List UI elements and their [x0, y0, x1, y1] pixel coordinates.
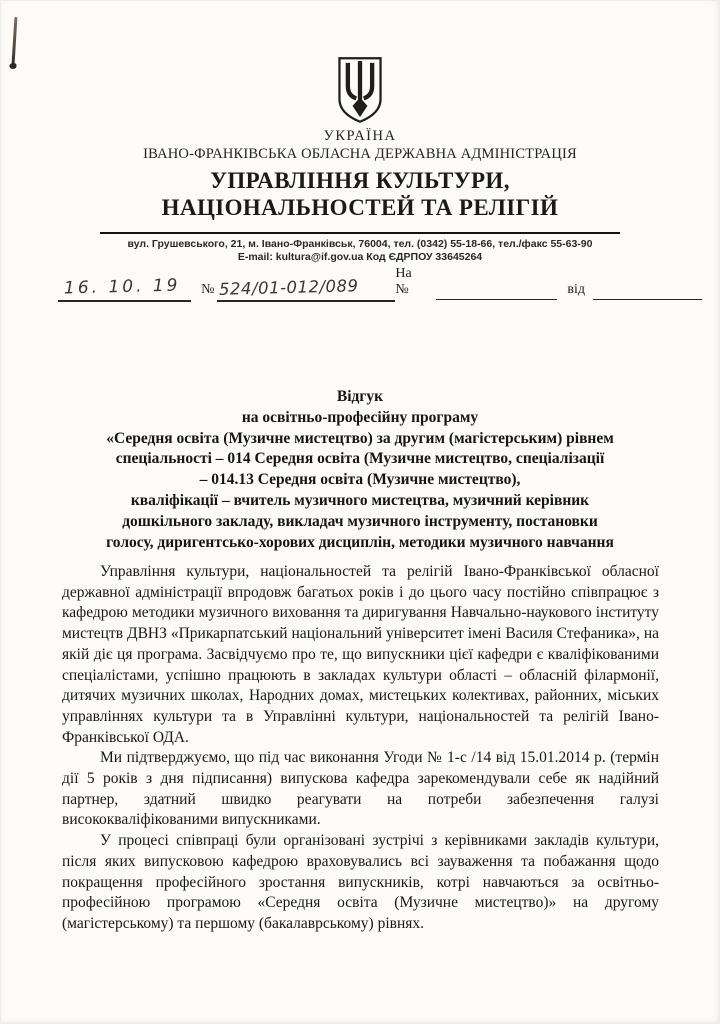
title-line: – 014.13 Середня освіта (Музичне мистецтво), [199, 471, 521, 489]
body-paragraph: Ми підтверджуємо, що під час виконання Угоди № 1-с /14 від 15.01.2014 р. (термін дії 5 років з дня підписання) випускова кафедра зарекомендували себе як надійний партнер, здатний швидко реагувати на потреби забезпечення галузі висококваліфікованими випускниками. [62, 749, 659, 829]
title-line: голосу, диригентсько-хорових дисциплін, методики музичного навчання [106, 533, 614, 551]
handwritten-date: 16. 10. 19 [63, 275, 181, 299]
incoming-number-label: На № [395, 266, 412, 297]
document-body [62, 562, 659, 935]
country-name: УКРАЇНА [323, 128, 397, 144]
date-field [58, 277, 191, 302]
title-line: на освітньо-професійну програму [241, 408, 479, 426]
contact-line: E-mail: kultura@if.gov.ua Код ЄДРПОУ 33645264 [237, 251, 483, 263]
reference-row [58, 266, 702, 302]
incoming-date-blank [593, 283, 702, 300]
number-sign-label: № [201, 282, 215, 297]
address-line: вул. Грушевського, 21, м. Івано-Франківськ, 76004, тел. (0342) 55-18-66, тел./факс 55-63-90 [127, 238, 593, 250]
title-line: Відгук [336, 388, 384, 405]
body-paragraph: У процесі співпраці були організовані зустрічі з керівниками закладів культури, після яких випусковою кафедрою враховувались всі зауваження та побажання щодо покращення професійного зростання випускників, котрі навчаються за освітньо-професійною програмою «Середня освіта (Музичне мистецтво)» на другому (магістерському) та першому (бакалаврському) рівнях. [62, 832, 659, 932]
letterhead [0, 55, 720, 221]
title-line: «Середня освіта (Музичне мистецтво) за другим (магістерським) рівнем [106, 429, 614, 447]
title-line: кваліфікації – вчитель музичного мистецтва, музичний керівник [130, 491, 590, 509]
organization-name: ІВАНО-ФРАНКІВСЬКА ОБЛАСНА ДЕРЖАВНА АДМІНІСТРАЦІЯ [143, 146, 577, 162]
title-line: дошкільного закладу, викладач музичного інструменту, постановки [122, 512, 598, 530]
incoming-reference-group [395, 266, 702, 302]
ukraine-trident-emblem-icon [332, 55, 388, 125]
incoming-number-blank [436, 283, 558, 300]
department-name-line1: УПРАВЛІННЯ КУЛЬТУРИ, [210, 168, 510, 193]
title-line: спеціальності – 014 Середня освіта (Музичне мистецтво, спеціалізації [115, 450, 605, 468]
document-title [40, 387, 680, 553]
handwritten-outgoing-number: 524/01-012/089 [219, 276, 360, 299]
incoming-date-label: від [567, 282, 585, 297]
letterhead-divider [100, 232, 620, 234]
outgoing-number-field [217, 278, 395, 302]
body-paragraph: Управління культури, національностей та релігій Івано-Франківської обласної державної адміністрації впродовж багатьох років і до цього часу постійно співпрацює з кафедрою методики музичного виховання та диригування Навчально-наукового інституту мистецтв ДВНЗ «Прикарпатський національний університет імені Василя Стефаника», на якій діє ця програма. Засвідчуємо про те, що випускники цієї кафедри є кваліфікованими спеціалістами, успішно працюють в закладах культури області – обласній філармонії, дитячих музичних школах, Народних домах, мистецьких колективах, районних, міських управліннях культури та в Управлінні культури, національностей та релігій Івано-Франківської ОДА. [62, 563, 659, 746]
department-name-line2: НАЦІОНАЛЬНОСТЕЙ ТА РЕЛІГІЙ [161, 195, 559, 220]
